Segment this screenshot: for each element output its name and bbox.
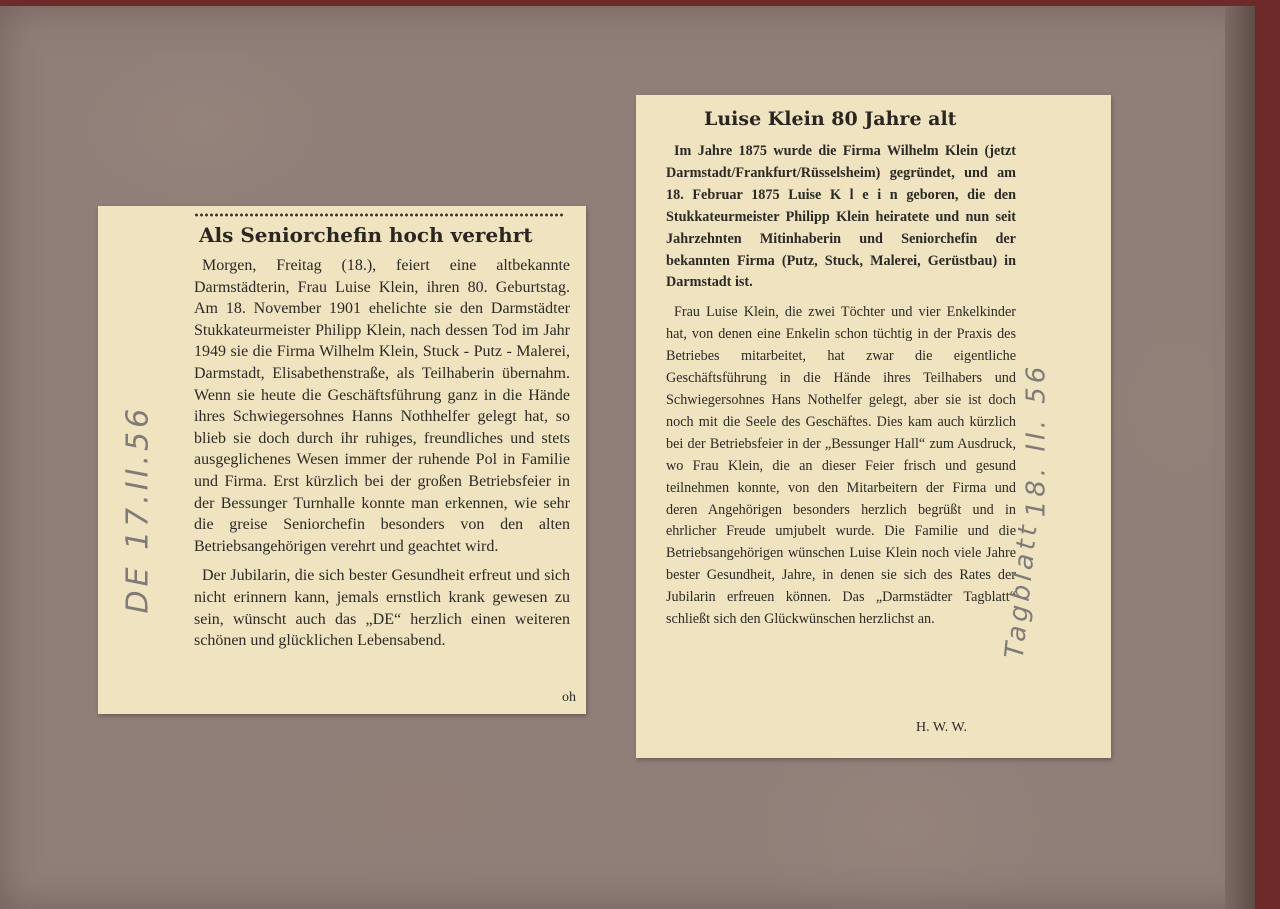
paragraph: Morgen, Freitag (18.), feiert eine altbekannte Darmstädterin, Frau Luise Klein, ihren 80. Geburtstag. Am 18. November 1901 ehelichte sie den Darmstädter Stukkateurmeister Philipp Klein, nach dessen Tod im Jahr 1949 sie die Firma Wilhelm Klein, Stuck - Putz - Malerei, Darmstadt, Elisabethenstraße, als Teilhaberin übernahm. Wenn sie heute die Geschäftsführung ganz in die Hände ihres Schwiegersohnes Hanns Nothhelfer gelegt hat, so blieb sie doch durch ihr ruhiges, freundliches und stets ausgeglichenes Wesen immer der ruhende Pol in Familie und Firma. Erst kürzlich bei der großen Betriebsfeier in der Bessunger Turnhalle konnte man erkennen, wie sehr die greise Seniorchefin besonders von den alten Betriebsangehörigen verehrt und geachtet wird. (194, 257, 570, 555)
headline: Luise Klein 80 Jahre alt (704, 108, 957, 130)
newspaper-clipping-right (636, 95, 1111, 758)
author-signature: oh (562, 690, 576, 705)
handwritten-date-note: DE 17.II.56 (120, 404, 156, 614)
lead-paragraph: Im Jahre 1875 wurde die Firma Wilhelm Klein (jetzt Darmstadt/Frankfurt/Rüsselsheim) gegründet, und am 18. Februar 1875 Luise K l e i n geboren, die den Stukkateurmeister Philipp Klein heiratete und nun seit Jahrzehnten Mitinhaberin und Seniorchefin der bekannten Firma (Putz, Stuck, Malerei, Gerüstbau) in Darmstadt ist. (666, 143, 1016, 291)
author-signature: H. W. W. (916, 720, 967, 735)
handwritten-source: Tagblatt (999, 519, 1044, 661)
handwritten-date: 18. II. 56 (1021, 362, 1052, 518)
dotted-rule (194, 212, 564, 218)
paragraph: Der Jubilarin, die sich bester Gesundheit erfreut und sich nicht erinnern kann, jemals ernstlich krank gewesen zu sein, wünscht auch das „DE“ herzlich einen weiteren schönen und glücklichen Lebensabend. (194, 567, 570, 650)
paragraph: Frau Luise Klein, die zwei Töchter und vier Enkelkinder hat, von denen eine Enkelin schon tüchtig in der Praxis des Betriebes mitarbeitet, hat zwar die eigentliche Geschäftsführung in die Hände ihres Teilhabers und Schwiegersohnes Hans Nothelfer gelegt, aber sie ist doch noch mit die Seele des Geschäftes. Dies kam auch kürzlich bei der Betriebsfeier in der „Bessunger Hall“ zum Ausdruck, wo Frau Klein, die an dieser Feier frisch und gesund teilnehmen konnte, von den Mitarbeitern der Firma und deren Angehörigen besonders herzlich begrüßt und in ehrlicher Freude umjubelt wurde. Die Familie und die Betriebsangehörigen wünschen Luise Klein noch viele Jahre bester Gesundheit, Jahre, in denen sie sich des Rates der Jubilarin erfreuen können. Das „Darmstädter Tagblatt“ schließt sich den Glückwünschen herzlichst an. (666, 304, 1016, 628)
article-body (194, 255, 570, 652)
newspaper-clipping-left (98, 206, 586, 714)
headline: Als Seniorchefin hoch verehrt (199, 223, 533, 247)
article-body (666, 141, 1016, 631)
page-edge (1225, 6, 1255, 909)
